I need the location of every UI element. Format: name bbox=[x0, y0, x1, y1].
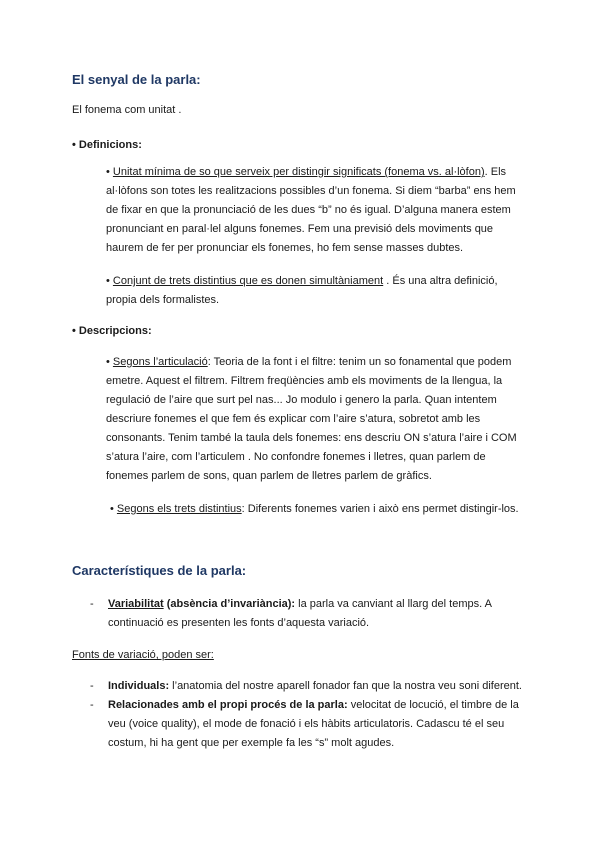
source-2-term: Relacionades amb el propi procés de la parla: bbox=[108, 699, 348, 711]
description-item-2-underlined: Segons els trets distintius bbox=[116, 503, 242, 515]
variability-dash: - bbox=[90, 598, 94, 610]
definition-item-1-text: . Els al·lòfons son totes les realitzacions possibles d’un fonema. Si diem “barba” ens hem de fixar en que la pronunciació de les dues “b” no és igual. D’alguna manera estem pronunciant en paral·lel alguns fonemes. Fem una previsió dels moviments que haurem de fer per pronunciar els fonemes, ho fem sense masses dubtes. bbox=[106, 166, 516, 254]
definition-item-1-bullet: • bbox=[106, 166, 113, 178]
description-item-2 bbox=[110, 500, 530, 519]
variability-item bbox=[108, 595, 520, 633]
source-item-2 bbox=[108, 696, 528, 753]
source-1-dash: - bbox=[90, 680, 94, 692]
definitions-label: • Definicions: bbox=[72, 139, 142, 151]
definition-item-2 bbox=[106, 272, 518, 310]
source-1-term: Individuals: bbox=[108, 680, 170, 692]
variability-term: Variabilitat bbox=[108, 598, 164, 610]
variability-subterm: (absència d’invariància): bbox=[163, 598, 296, 610]
source-item-1 bbox=[108, 677, 538, 696]
source-2-text: velocitat de locució, el timbre de la veu (voice quality), el mode de fonació i els hàbits articulatoris. Cadascu té el seu costum, hi ha gent que per exemple fa les “s” molt agudes. bbox=[108, 699, 519, 749]
descriptions-label: • Descripcions: bbox=[72, 325, 152, 337]
description-item-2-text: : Diferents fonemes varien i això ens permet distingir-los. bbox=[241, 503, 519, 515]
section-title-caracteristiques: Característiques de la parla: bbox=[72, 563, 247, 578]
definition-item-1 bbox=[106, 163, 518, 258]
definition-item-2-text: . És una altra definició, propia dels formalistes. bbox=[106, 275, 498, 306]
definition-item-1-underlined: Unitat mínima de so que serveix per distingir significats (fonema vs. al·lòfon) bbox=[112, 166, 485, 178]
description-item-2-bullet: • bbox=[110, 503, 117, 515]
source-1-text: l’anatomia del nostre aparell fonador fan que la nostra veu soni diferent. bbox=[169, 680, 522, 692]
intro-text: El fonema com unitat . bbox=[72, 104, 182, 116]
description-item-1-underlined: Segons l’articulació bbox=[112, 356, 208, 368]
source-2-dash: - bbox=[90, 699, 94, 711]
definition-item-2-underlined: Conjunt de trets distintius que es donen simultàniament bbox=[112, 275, 384, 287]
sources-label: Fonts de variació, poden ser: bbox=[72, 649, 214, 661]
description-item-1-text: : Teoria de la font i el filtre: tenim un so fonamental que podem emetre. Aquest el filtrem. Filtrem freqüències amb els moviments de la llengua, la regulació de l’aire que surt pel nas... Jo modulo i genero la parla. Quan intentem descriure fonemes el que fem és explicar com l’aire s’atura, sobretot amb les consonants. Tenim també la taula dels fonemes: ens descriu ON s’atura l’aire i COM s’atura l’aire, com l’articulem . No confondre fonemes i lletres, quan parlem de fonemes parlem de sons, quan parlem de lletres parlem de gràfics. bbox=[106, 356, 517, 482]
variability-text: la parla va canviant al llarg del temps. A continuació es presenten les fonts d’aquesta variació. bbox=[108, 598, 492, 629]
section-title-senyal: El senyal de la parla: bbox=[72, 72, 201, 87]
description-item-1-bullet: • bbox=[106, 356, 113, 368]
description-item-1 bbox=[106, 353, 518, 486]
definition-item-2-bullet: • bbox=[106, 275, 113, 287]
